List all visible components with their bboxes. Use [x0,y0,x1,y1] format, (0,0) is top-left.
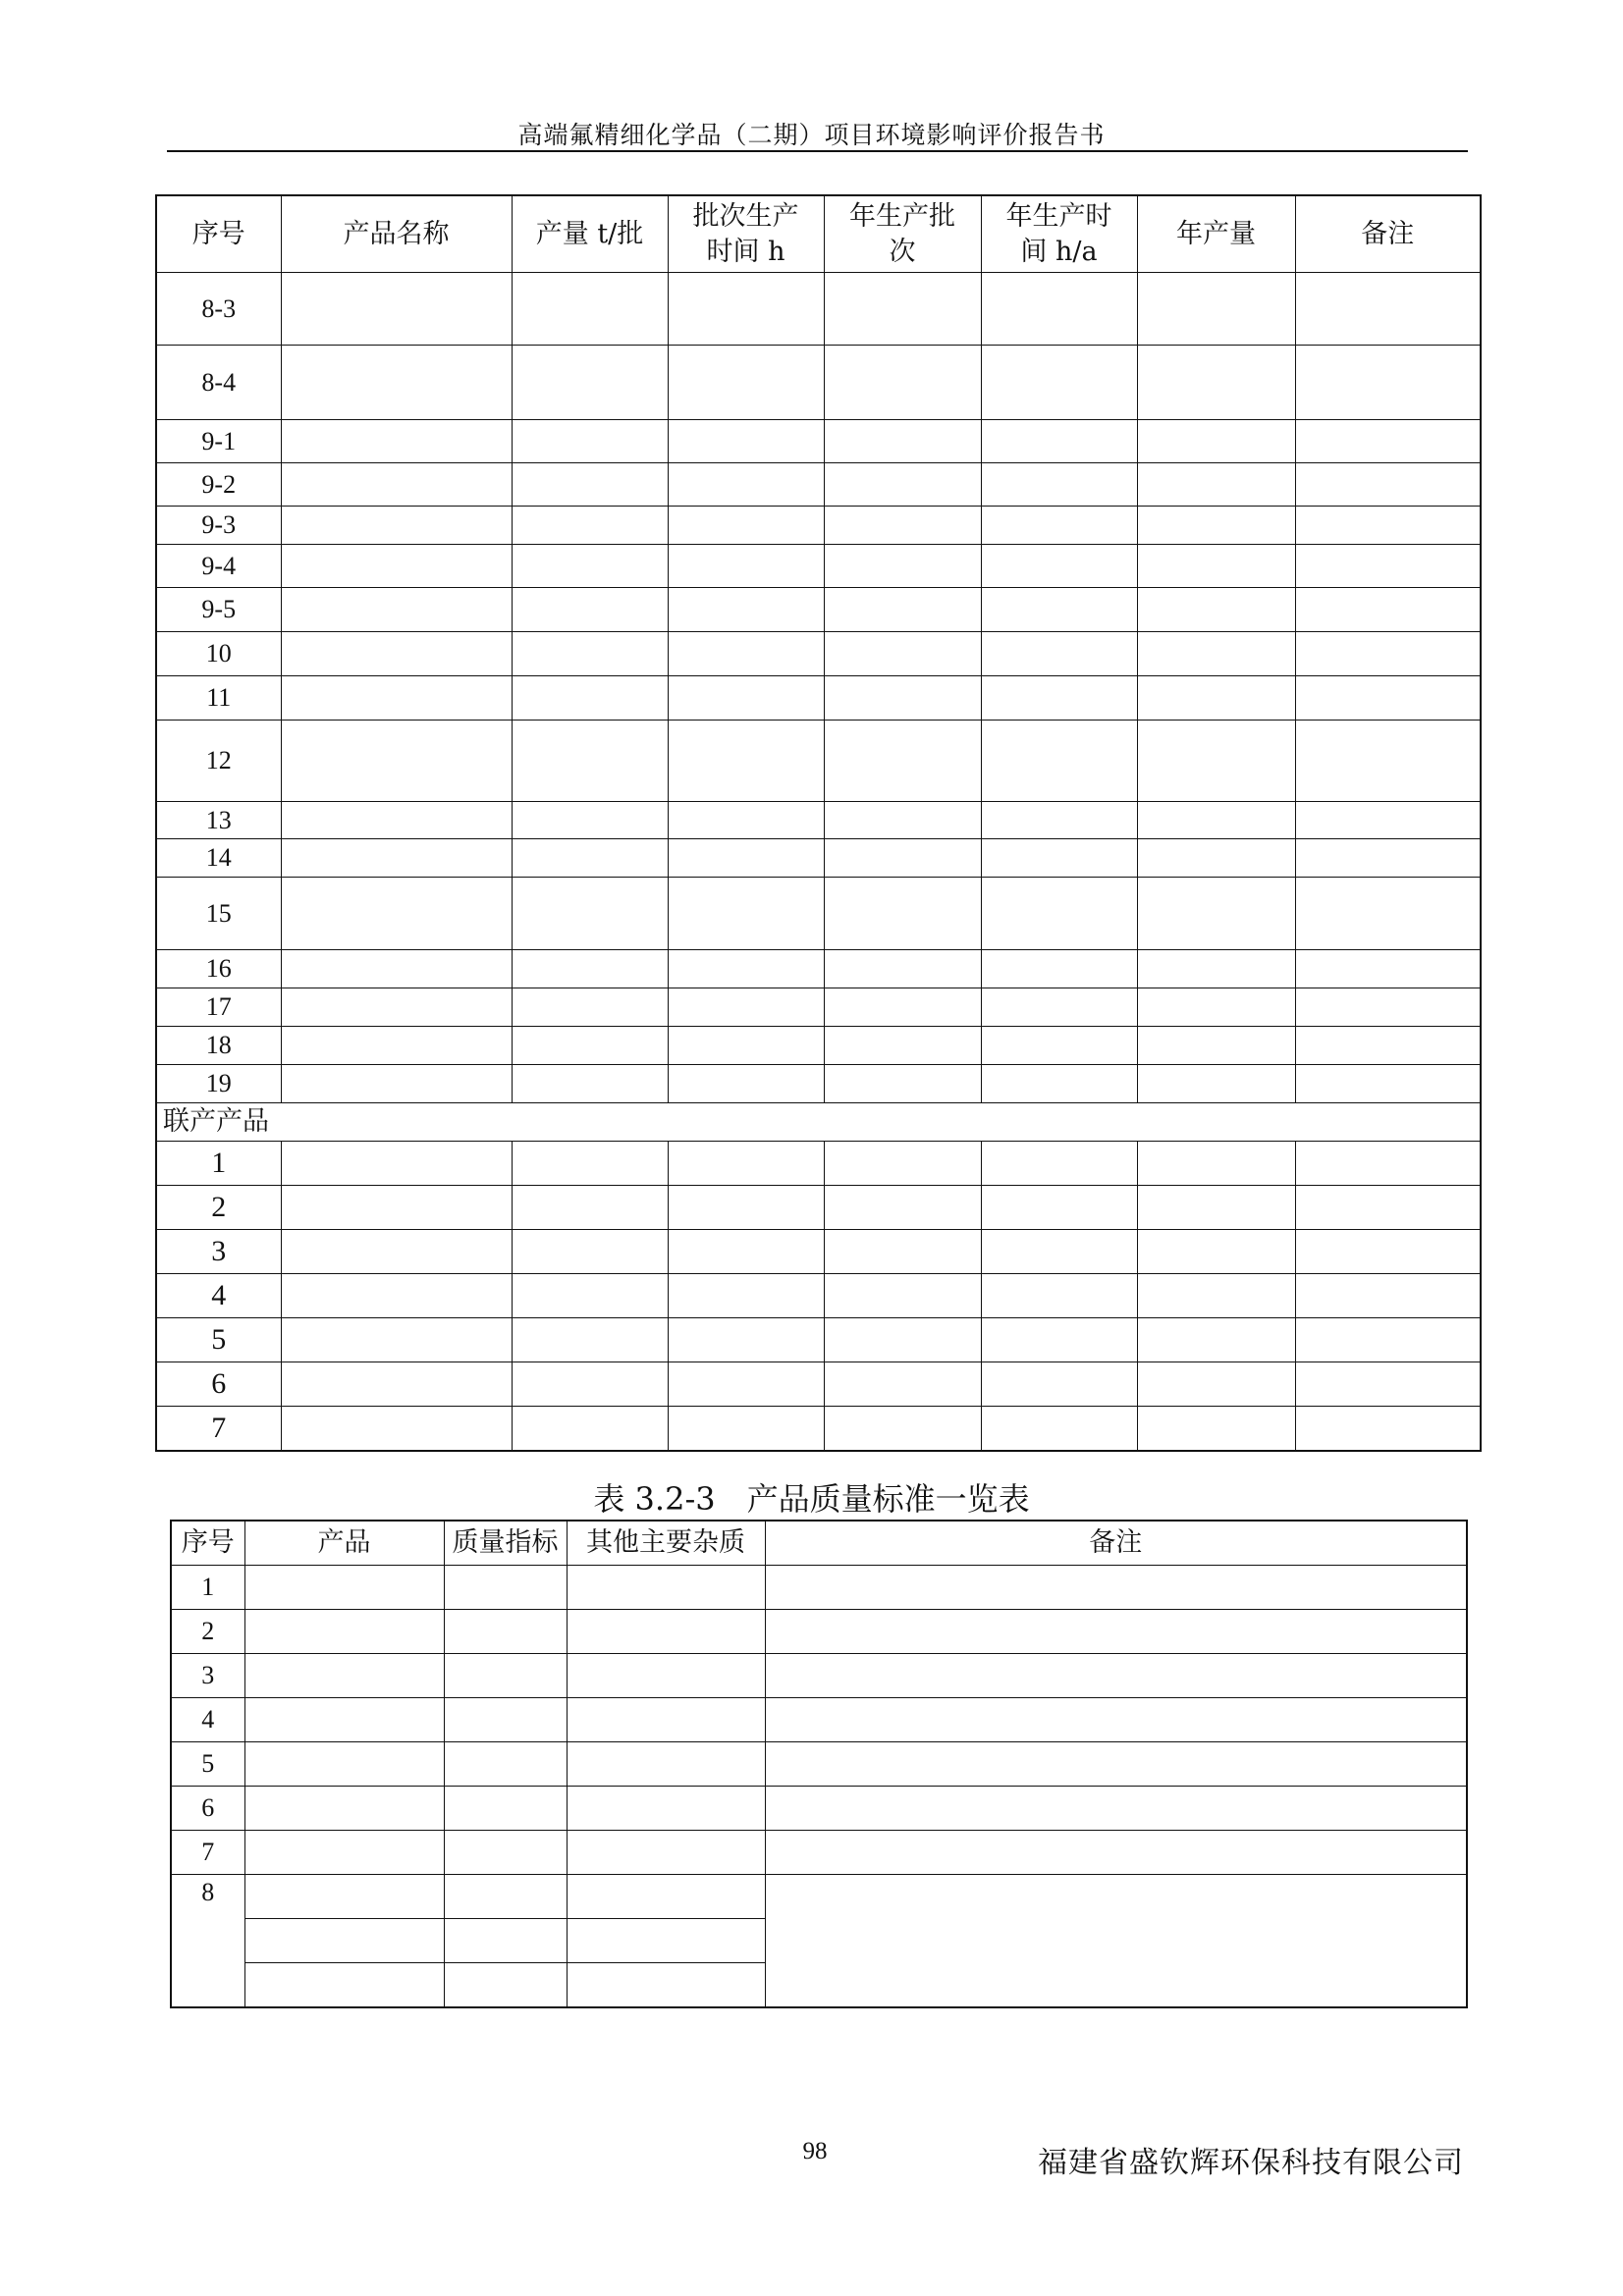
col-annual-batches-line2: 次 [889,236,916,267]
row-seq: 7 [171,1831,244,1875]
table-row [156,1362,1481,1407]
col-annual-batches [824,195,981,273]
col-annual-batches-line1: 年生产批 [849,200,955,232]
col-seq: 序号 [156,195,281,273]
table-row [156,273,1481,346]
col-annual-output: 年产量 [1137,195,1295,273]
table-row [156,802,1481,839]
table-row [171,1787,1467,1831]
table-row [156,420,1481,463]
row-seq: 13 [156,802,281,839]
row-seq: 4 [156,1274,281,1318]
table-row [156,1230,1481,1274]
table-row [171,1566,1467,1610]
table-row [156,632,1481,676]
row-seq: 9-4 [156,545,281,588]
col-annual-hours-line1: 年生产时 [1005,200,1112,232]
row-seq: 8-4 [156,346,281,420]
row-seq: 6 [171,1787,244,1831]
product-table [155,194,1482,1452]
table-row [156,950,1481,988]
row-seq: 4 [171,1698,244,1742]
table-row [171,1610,1467,1654]
col-batch-time-line1: 批次生产 [692,200,799,232]
table-row [171,1654,1467,1698]
table-row [156,676,1481,721]
row-seq: 15 [156,878,281,950]
row-seq: 9-2 [156,463,281,507]
row-seq: 11 [156,676,281,721]
row-seq: 19 [156,1065,281,1103]
row-seq: 18 [156,1027,281,1065]
col-seq: 序号 [171,1521,244,1566]
row-seq: 17 [156,988,281,1027]
table-row [156,1142,1481,1186]
col-product-name: 产品名称 [281,195,512,273]
col-product: 产品 [244,1521,444,1566]
row-seq: 5 [156,1318,281,1362]
row-seq: 1 [156,1142,281,1186]
row-seq: 9-5 [156,588,281,632]
row-seq: 8 [171,1875,244,2008]
table-row [156,507,1481,545]
table-row [156,839,1481,878]
table-row [156,988,1481,1027]
table-row [156,1407,1481,1451]
table-row [156,463,1481,507]
col-batch-time [668,195,824,273]
table-caption: 表 3.2-3 产品质量标准一览表 [593,1480,1030,1518]
page-number: 98 [802,2138,828,2164]
table-row [156,1027,1481,1065]
header-title: 高端氟精细化学品（二期）项目环境影响评价报告书 [517,121,1106,149]
row-seq: 1 [171,1566,244,1610]
joint-products-label: 联产产品 [156,1103,1481,1142]
row-seq: 5 [171,1742,244,1787]
table-row [156,1186,1481,1230]
row-seq: 2 [156,1186,281,1230]
row-seq: 9-3 [156,507,281,545]
row-seq: 7 [156,1407,281,1451]
col-other-impurities: 其他主要杂质 [567,1521,765,1566]
table-row [156,545,1481,588]
col-output-per-batch: 产量 t/批 [512,195,668,273]
table-row [171,1742,1467,1787]
table-row [156,721,1481,802]
joint-products-row [156,1103,1481,1142]
table-row [171,1831,1467,1875]
header-rule [167,150,1468,152]
row-seq: 3 [171,1654,244,1698]
row-seq: 10 [156,632,281,676]
col-remark: 备注 [1295,195,1481,273]
col-remark: 备注 [765,1521,1467,1566]
table-row [156,588,1481,632]
row-seq: 3 [156,1230,281,1274]
row-seq: 9-1 [156,420,281,463]
row-seq: 6 [156,1362,281,1407]
row-seq: 14 [156,839,281,878]
row-seq: 12 [156,721,281,802]
row-seq: 8-3 [156,273,281,346]
table-row [156,346,1481,420]
row-seq: 2 [171,1610,244,1654]
table-row [171,1875,1467,1919]
table-header-row [156,195,1481,273]
table-row [156,1274,1481,1318]
table-row [156,878,1481,950]
col-annual-hours-line2: 间 h/a [1020,236,1098,267]
company-name: 福建省盛钦辉环保科技有限公司 [1038,2146,1464,2180]
table-row [171,1698,1467,1742]
col-annual-hours [981,195,1137,273]
col-quality-index: 质量指标 [444,1521,567,1566]
quality-standard-table [170,1520,1468,2008]
table-row [156,1065,1481,1103]
table-row [156,1318,1481,1362]
row-seq: 16 [156,950,281,988]
table-header-row [171,1521,1467,1566]
col-batch-time-line2: 时间 h [706,236,785,267]
